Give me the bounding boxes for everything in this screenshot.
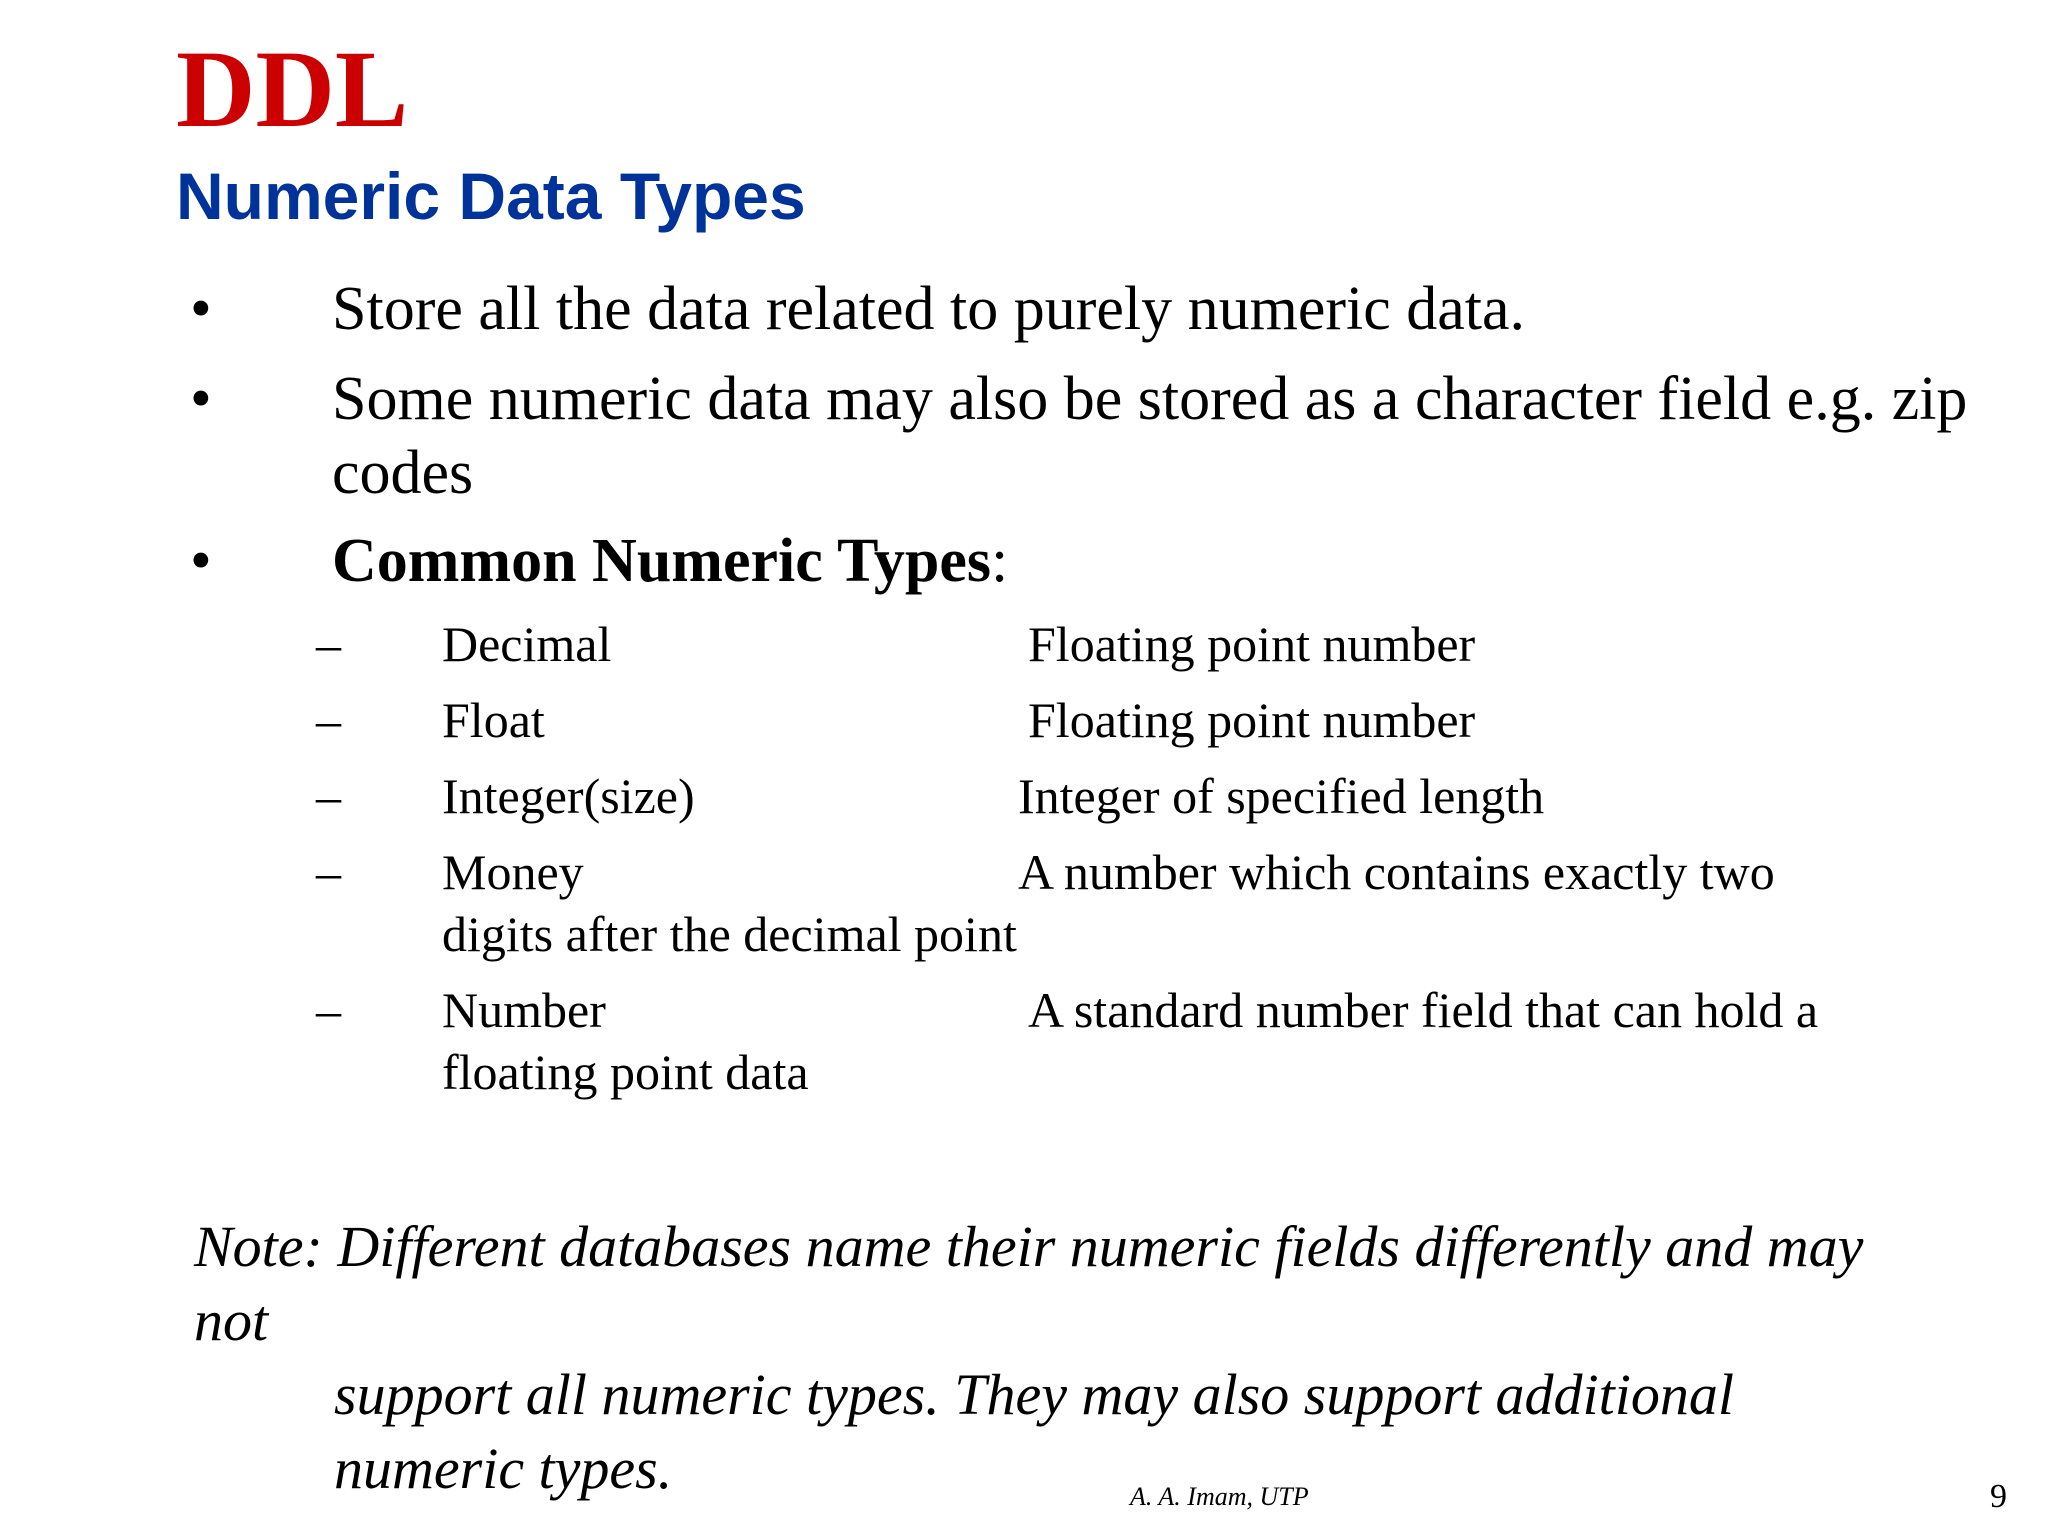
slide-subtitle: Numeric Data Types	[176, 159, 806, 233]
note-continuation: support all numeric types. They may also support additional numeric types.	[334, 1362, 1734, 1501]
numeric-type-description: A number which contains exactly two	[1018, 844, 1775, 900]
numeric-type-description-continued: digits after the decimal point	[442, 906, 1017, 962]
sub-bullet-dash: –	[316, 768, 341, 824]
numeric-type-name: Decimal	[442, 616, 612, 672]
bullet-text-suffix: :	[991, 527, 1009, 595]
bullet-text: Some numeric data may also be stored as a character field e.g. zip codes	[332, 365, 1968, 507]
bullet-text	[332, 524, 2012, 598]
bullet-text: Store all the data related to purely numeric data.	[332, 275, 1526, 343]
numeric-type-name: Money	[442, 844, 584, 900]
sub-bullet-dash: –	[316, 616, 341, 672]
footer-credit: A. A. Imam, UTP	[1130, 1482, 1309, 1511]
note-line: Note: Different databases name their numeric fields differently and may not	[194, 1214, 1864, 1353]
numeric-type-description: Integer of specified length	[1018, 768, 1545, 824]
numeric-type-description: A standard number field that can hold a	[1028, 982, 1819, 1038]
numeric-type-name: Number	[442, 982, 606, 1038]
bullet-marker: •	[190, 527, 212, 595]
slide-title: DDL	[176, 28, 409, 150]
sub-bullet-dash: –	[316, 844, 341, 900]
sub-bullet-dash: –	[316, 692, 341, 748]
bullet-text-bold: Common Numeric Types	[332, 527, 991, 595]
note-paragraph	[194, 1210, 1934, 1506]
page-number: 9	[1990, 1478, 2007, 1515]
bullet-marker: •	[190, 365, 212, 433]
sub-bullet-dash: –	[316, 982, 341, 1038]
numeric-type-description-continued: floating point data	[442, 1044, 809, 1100]
bullet-marker: •	[190, 275, 212, 343]
numeric-type-name: Integer(size)	[442, 768, 695, 824]
numeric-type-description: Floating point number	[1028, 616, 1476, 672]
numeric-type-description: Floating point number	[1028, 692, 1476, 748]
numeric-type-name: Float	[442, 692, 545, 748]
